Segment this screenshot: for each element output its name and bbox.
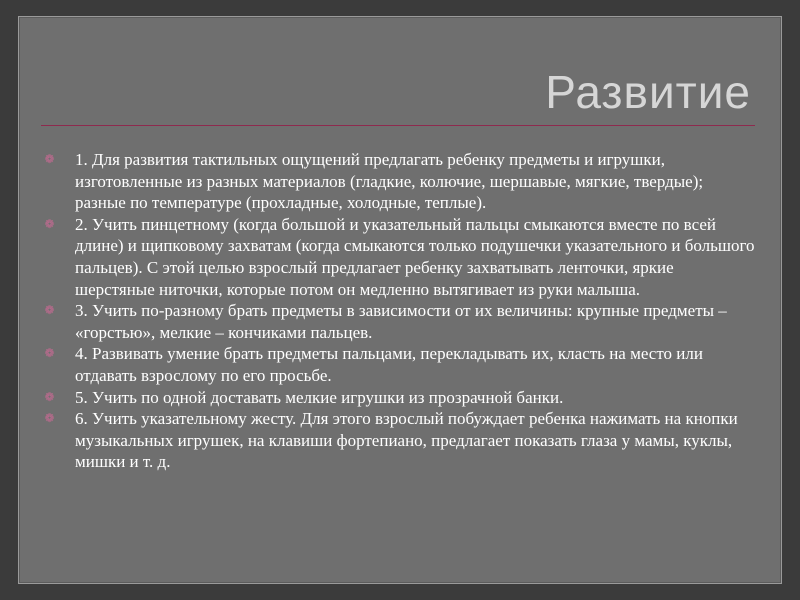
flower-bullet-icon: ❁ bbox=[44, 216, 55, 231]
slide-title: Развитие bbox=[545, 66, 751, 118]
bullet-text: 5. Учить по одной доставать мелкие игрушки из прозрачной банки. bbox=[75, 387, 564, 407]
bullet-text: 3. Учить по-разному брать предметы в зависимости от их величины: крупные предметы – «горстью», мелкие – кончиками пальцев. bbox=[75, 301, 727, 342]
flower-bullet-icon: ❁ bbox=[44, 389, 55, 404]
bullet-item bbox=[41, 343, 755, 386]
flower-bullet-icon: ❁ bbox=[44, 303, 55, 318]
title-divider bbox=[41, 125, 755, 126]
flower-bullet-icon: ❁ bbox=[44, 152, 55, 166]
bullet-item bbox=[41, 149, 755, 214]
bullet-text: 1. Для развития тактильных ощущений предлагать ребенку предметы и игрушки, изготовленные из разных материалов (гладкие, колючие, шершавые, мягкие, твердые); разные по температуре (прохладные, холодные, теплые). bbox=[75, 150, 704, 213]
bullet-text: 2. Учить пинцетному (когда большой и указательный пальцы смыкаются вместе по всей длине) и щипковому захватам (когда смыкаются только подушечки указательного и большого пальцев). С этой целью взрослый предлагает ребенку захватывать ленточки, яркие шерстяные ниточки, которые потом он медленно вытягивает из руки малыша. bbox=[75, 214, 755, 299]
bullet-item bbox=[41, 408, 755, 473]
bullet-item bbox=[41, 387, 755, 409]
flower-bullet-icon: ❁ bbox=[44, 346, 55, 361]
bullet-item bbox=[41, 300, 755, 343]
bullet-text: 4. Развивать умение брать предметы пальцами, перекладывать их, класть на место или отдавать взрослому по его просьбе. bbox=[75, 344, 703, 385]
bullet-list bbox=[41, 149, 755, 473]
bullet-item bbox=[41, 214, 755, 300]
slide-panel bbox=[18, 16, 782, 584]
bullet-text: 6. Учить указательному жесту. Для этого взрослый побуждает ребенка нажимать на кнопки музыкальных игрушек, на клавиши фортепиано, предлагает показать глаза у мамы, куклы, мишки и т. д. bbox=[75, 409, 738, 472]
flower-bullet-icon: ❁ bbox=[44, 411, 55, 426]
